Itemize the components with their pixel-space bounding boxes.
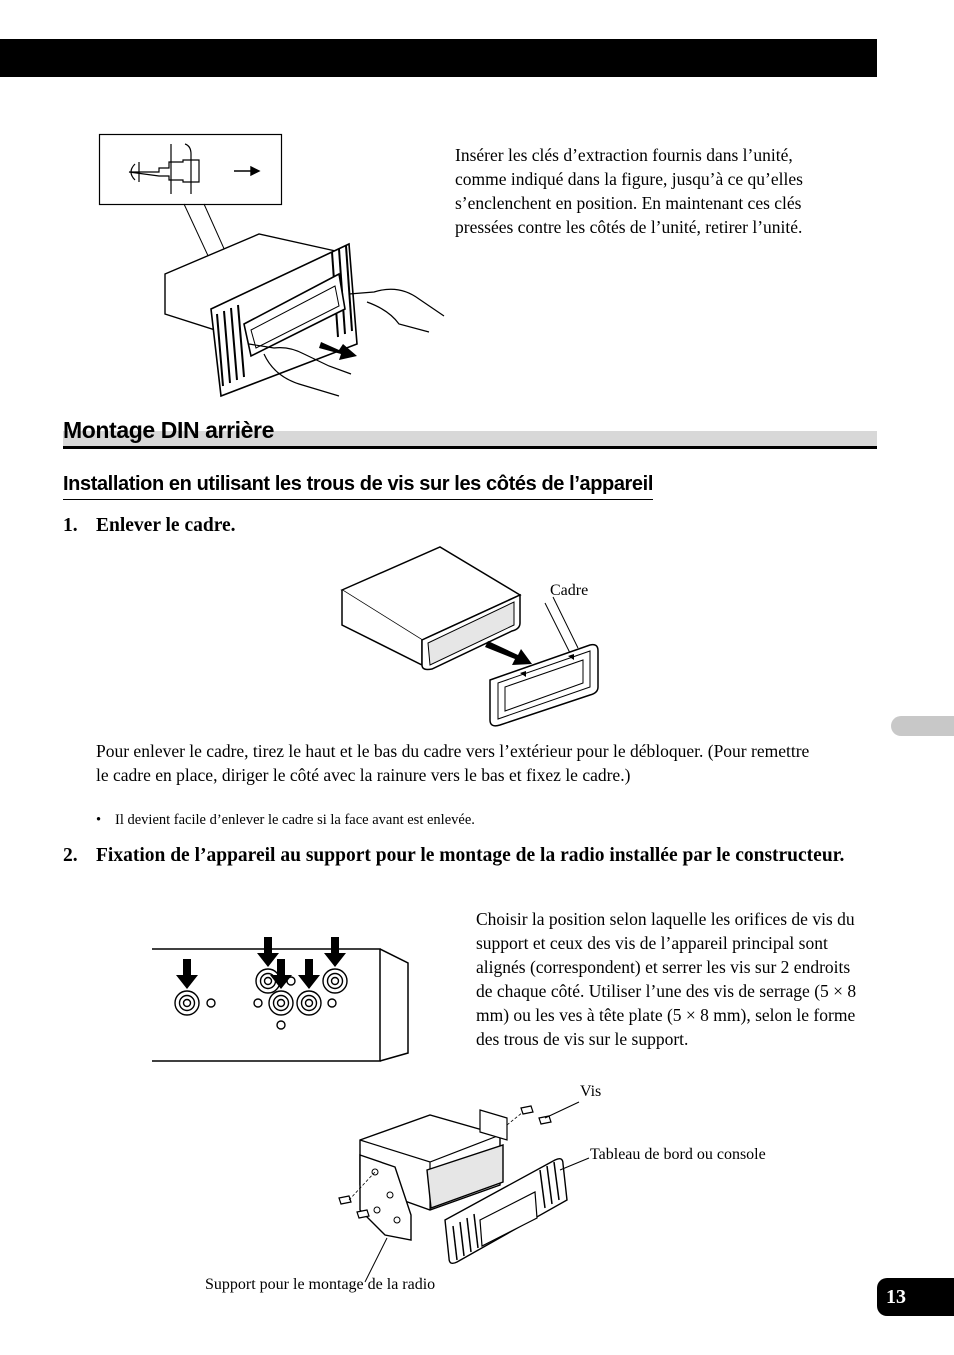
subsection-title: Installation en utilisant les trous de vis sur les côtés de l’appareil: [63, 471, 653, 500]
label-bracket: Support pour le montage de la radio: [205, 1276, 436, 1293]
extraction-keys-illustration: [99, 134, 449, 404]
label-dashboard: Tableau de bord ou console: [590, 1146, 766, 1163]
step-2-text: Choisir la position selon laquelle les orifices de vis du support et ceux des vis de l’appareil principal sont alignés (correspondent) et serrer les vis sur 2 endroits de chaque côté. Utiliser l’une des vis de serrage (5 × 8 mm) ou les ves à tête plate (5 × 8 mm), selon le forme des trous de vis sur le support.: [476, 909, 857, 1049]
label-cadre: Cadre: [550, 582, 589, 599]
step-1-bullet-mark: •: [96, 812, 102, 828]
step-2-title: Fixation de l’appareil au support pour le montage de la radio installée par le constructeur.: [96, 845, 845, 866]
section-heading: [63, 415, 877, 451]
step-1-title: Enlever le cadre.: [96, 515, 236, 536]
label-vis: Vis: [580, 1083, 602, 1100]
side-tab: [891, 716, 954, 736]
intro-text: Insérer les clés d’extraction fournis dans l’unité, comme indiqué dans la figure, jusqu’à ce qu’elles s’enclenchent en position. En maintenant ces clés pressées contre les côtés de l’unité, retirer l’unité.: [455, 145, 803, 237]
bracket-installation-illustration: [335, 1100, 575, 1275]
page-number: 13: [877, 1278, 954, 1316]
step-1-bullet: Il devient facile d’enlever le cadre si la face avant est enlevée.: [115, 812, 475, 828]
top-black-bar: [0, 39, 877, 77]
remove-frame-illustration: [340, 545, 600, 730]
section-heading-rule: [63, 446, 877, 449]
step-1-text: Pour enlever le cadre, tirez le haut et le bas du cadre vers l’extérieur pour le débloquer. (Pour remettre le cadre en place, diriger le côté avec la rainure vers le bas et fixez le cadre.): [96, 741, 810, 785]
screw-holes-illustration: [150, 935, 415, 1065]
step-1-number: 1.: [63, 515, 78, 536]
step-2-number: 2.: [63, 845, 78, 866]
section-title: Montage DIN arrière: [63, 417, 274, 443]
